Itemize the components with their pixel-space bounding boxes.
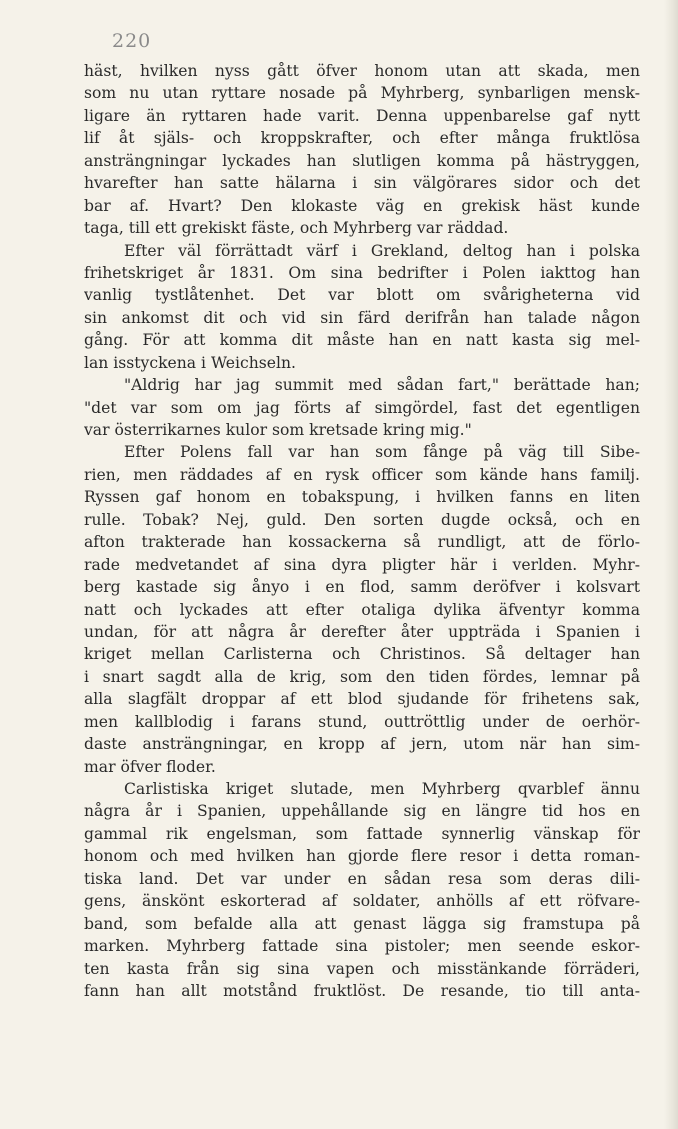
text-line: band, som befalde alla att genast lägga sig framstupa på: [84, 914, 640, 933]
text-line: ansträngningar lyckades han slutligen komma på hästryggen,: [84, 151, 640, 170]
page-edge: [664, 0, 678, 1129]
text-line: frihetskriget år 1831. Om sina bedrifter i Polen iakttog han: [84, 263, 640, 282]
text-line: mar öfver floder.: [84, 757, 216, 776]
text-line: gammal rik engelsman, som fattade synnerlig vänskap för: [84, 824, 640, 843]
text-line: daste ansträngningar, en kropp af jern, utom när han sim-: [84, 735, 640, 754]
text-line: Carlistiska kriget slutade, men Myhrberg qvarblef ännu: [124, 780, 640, 798]
text-line: rien, men räddades af en rysk officer som kände hans familj.: [84, 465, 640, 484]
page-number: 220: [112, 30, 152, 52]
text-line: marken. Myhrberg fattade sina pistoler; men seende eskor-: [84, 937, 640, 956]
body-text: [84, 60, 640, 1002]
text-line: "det var som om jag förts af simgördel, fast det egentligen: [84, 398, 640, 417]
text-line: alla slagfält droppar af ett blod sjudande för frihetens sak,: [84, 690, 640, 709]
text-line: rulle. Tobak? Nej, guld. Den sorten dugde också, och en: [84, 510, 640, 529]
text-line: sin ankomst dit och vid sin färd derifrån han talade någon: [84, 308, 640, 327]
text-line: Efter Polens fall var han som fånge på väg till Sibe-: [124, 443, 640, 462]
text-line: ligare än ryttaren hade varit. Denna uppenbarelse gaf nytt: [84, 106, 640, 125]
text-line: kriget mellan Carlisterna och Christinos. Så deltager han: [84, 645, 640, 664]
text-line: lif åt själs- och kroppskrafter, och efter många fruktlösa: [84, 129, 640, 148]
text-line: natt och lyckades att efter otaliga dylika äfventyr komma: [84, 600, 640, 619]
text-line: fann han allt motstånd fruktlöst. De resande, tio till anta-: [84, 981, 640, 1000]
text-line: taga, till ett grekiskt fäste, och Myhrberg var räddad.: [84, 219, 509, 238]
text-line: hvarefter han satte hälarna i sin välgörares sidor och det: [84, 174, 640, 193]
text-line: några år i Spanien, uppehållande sig en längre tid hos en: [84, 802, 640, 821]
text-line: Ryssen gaf honom en tobakspung, i hvilken fanns en liten: [84, 488, 640, 507]
text-line: afton trakterade han kossackerna så rundligt, att de förlo-: [84, 533, 640, 552]
text-line: ten kasta från sig sina vapen och misstänkande förräderi,: [84, 959, 640, 978]
text-line: "Aldrig har jag summit med sådan fart," berättade han;: [124, 376, 640, 395]
text-line: tiska land. Det var under en sådan resa som deras dili-: [84, 869, 640, 888]
text-line: var österrikarnes kulor som kretsade kring mig.": [84, 421, 472, 439]
text-line: häst, hvilken nyss gått öfver honom utan att skada, men: [84, 62, 640, 80]
text-line: men kallblodig i farans stund, outtröttlig under de oerhör-: [84, 712, 640, 731]
text-line: bar af. Hvart? Den klokaste väg en grekisk häst kunde: [84, 196, 640, 215]
text-line: berg kastade sig ånyo i en flod, samm deröfver i kolsvart: [84, 578, 640, 597]
text-line: vanlig tystlåtenhet. Det var blott om svårigheterna vid: [84, 286, 640, 305]
text-line: undan, för att några år derefter åter uppträda i Spanien i: [84, 622, 640, 641]
text-line: lan isstyckena i Weichseln.: [84, 353, 296, 372]
text-line: gens, änskönt eskorterad af soldater, anhölls af ett röfvare-: [84, 892, 640, 911]
text-line: Efter väl förrättadt värf i Grekland, deltog han i polska: [124, 241, 640, 260]
text-line: rade medvetandet af sina dyra pligter här i verlden. Myhr-: [84, 555, 640, 574]
text-line: honom och med hvilken han gjorde flere resor i detta roman-: [84, 847, 640, 866]
text-line: i snart sagdt alla de krig, som den tiden fördes, lemnar på: [84, 667, 640, 686]
text-line: som nu utan ryttare nosade på Myhrberg, synbarligen mensk-: [84, 84, 640, 103]
text-line: gång. För att komma dit måste han en natt kasta sig mel-: [84, 331, 640, 350]
